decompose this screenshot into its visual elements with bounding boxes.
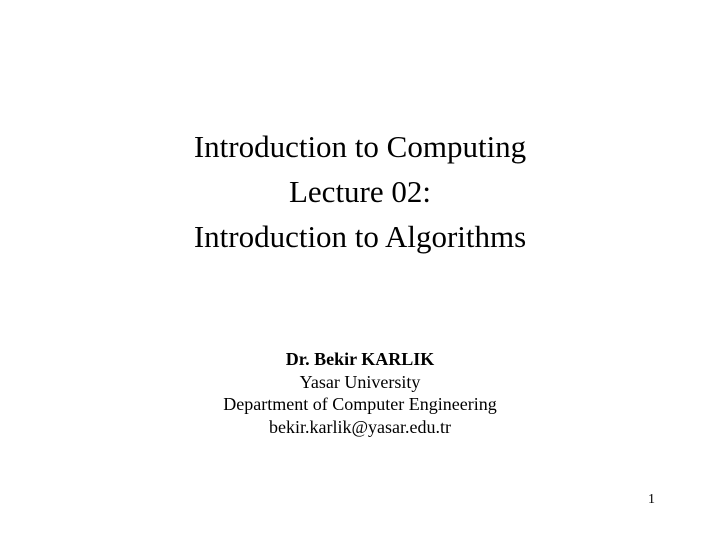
slide-title-line-2: Lecture 02:	[288, 174, 431, 209]
author-email: bekir.karlik@yasar.edu.tr	[268, 416, 452, 437]
author-name: Dr. Bekir KARLIK	[285, 349, 435, 369]
slide-title-line-3: Introduction to Algorithms	[193, 219, 527, 254]
slide-author-block	[110, 348, 610, 438]
author-department: Department of Computer Engineering	[223, 394, 497, 414]
slide-number: 1	[648, 492, 655, 507]
author-university: Yasar University	[299, 371, 421, 392]
slide-title	[60, 124, 660, 259]
slide-title-line-1: Introduction to Computing	[193, 129, 527, 164]
